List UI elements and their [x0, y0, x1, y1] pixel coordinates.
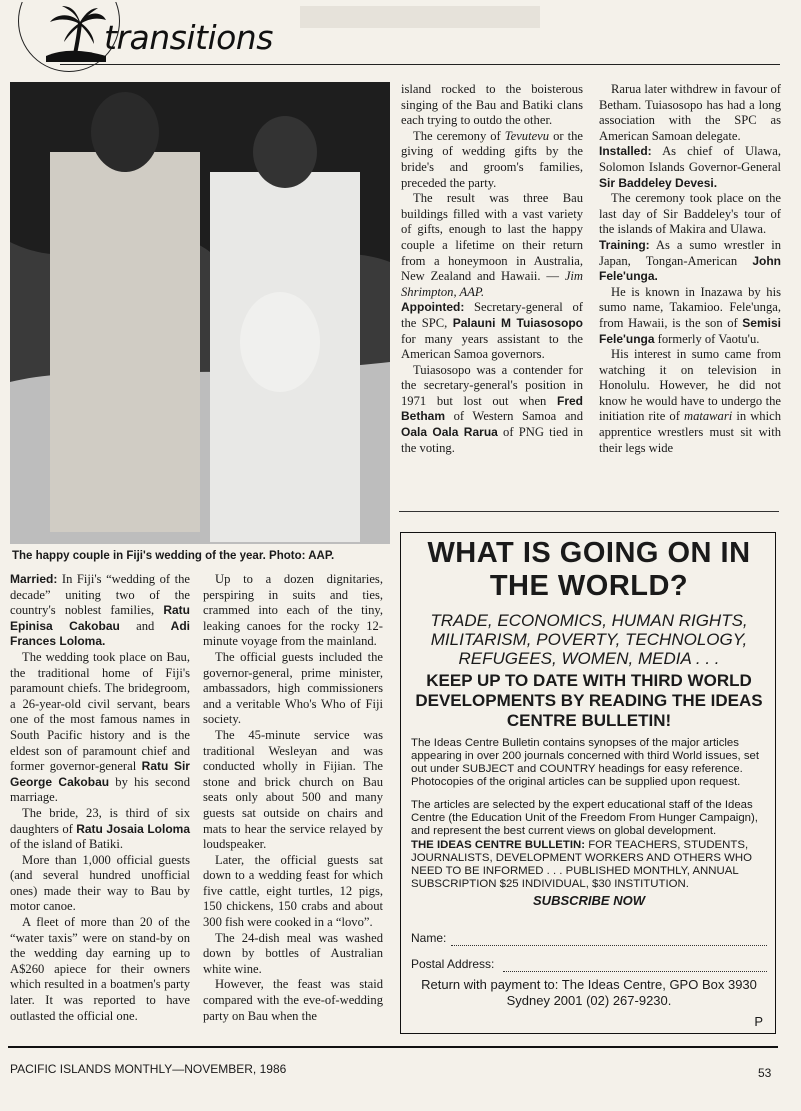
column-2 — [203, 572, 383, 1024]
ad-corner-letter: P — [754, 1014, 763, 1029]
postal-address-field[interactable] — [503, 971, 767, 972]
paragraph: More than 1,000 official guests (and several hundred unofficial ones) made their way to Bau by motor canoe. — [10, 852, 190, 914]
column-4 — [599, 82, 781, 456]
section-title: transitions — [104, 18, 273, 57]
return-address: Return with payment to: The Ideas Centre, GPO Box 3930 Sydney 2001 (02) 267-9230. — [421, 977, 757, 1008]
postal-address-label: Postal Address: — [411, 957, 495, 971]
publication-footer: PACIFIC ISLANDS MONTHLY—NOVEMBER, 1986 — [10, 1062, 287, 1076]
ad-top-rule — [399, 511, 779, 512]
faded-print — [300, 6, 540, 28]
palm-tree-icon — [46, 4, 108, 62]
wedding-photo-illustration — [10, 82, 390, 544]
name-field[interactable] — [451, 945, 767, 946]
ad-subhead: KEEP UP TO DATE WITH THIRD WORLD DEVELOPMENTS BY READING THE IDEAS CENTRE BULLETIN! — [415, 671, 763, 730]
name-label: Name: — [411, 931, 447, 945]
paragraph: island rocked to the boisterous singing of the Bau and Batiki clans each trying to outdo the other. — [401, 82, 583, 128]
column-3 — [401, 82, 583, 456]
paragraph: The ceremony took place on the last day of Sir Baddeley's tour of the islands of Makira and Ulawa. — [599, 191, 781, 237]
paragraph: His interest in sumo came from watching it on television in Honolulu. However, he did not know he would have to undergo the initiation rite of matawari in which apprentice wrestlers must sit with their legs wide — [599, 347, 781, 455]
paragraph: A fleet of more than 20 of the “water taxis” were on stand-by on the wedding day earning up to A$260 apiece for their owners which resulted in a boatmen's party later. It was reported to have outlasted the official one. — [10, 915, 190, 1023]
header-rule — [60, 64, 780, 65]
paragraph: The ceremony of Tevutevu or the giving of wedding gifts by the bride's and groom's families, preceded the party. — [401, 128, 583, 190]
wedding-photo — [10, 82, 390, 544]
paragraph: The wedding took place on Bau, the traditional home of Fiji's paramount chiefs. The bridegroom, a 26-year-old civil servant, bears one of the most famous names in South Pacific history and is the eldest son of paramount chief and former governor-general Ratu Sir George Cakobau by his second marriage. — [10, 649, 190, 805]
paragraph: Later, the official guests sat down to a wedding feast for which five cattle, eight turtles, 12 pigs, 150 chickens, 150 crabs and about 300 fish were cooked in a “lovo”. — [203, 852, 383, 930]
page-number: 53 — [758, 1066, 772, 1080]
ad-paragraph-3: THE IDEAS CENTRE BULLETIN: FOR TEACHERS, STUDENTS, JOURNALISTS, DEVELOPMENT WORKERS AND OTHERS WHO NEED TO BE INFORMED . . . PUBLISHED MONTHLY, ANNUAL SUBSCRIPTION $25 INDIVIDUAL, $30 INSTITUTION. — [411, 839, 752, 890]
paragraph: The bride, 23, is third of six daughters of Ratu Josaia Loloma of the island of Batiki. — [10, 805, 190, 852]
paragraph: Training: As a sumo wrestler in Japan, Tongan-American John Fele'unga. — [599, 237, 781, 284]
photo-caption: The happy couple in Fiji's wedding of the year. Photo: AAP. — [12, 550, 335, 562]
paragraph: He is known in Inazawa by his sumo name, Takamioo. Fele'unga, from Hawaii, is the son of Semisi Fele'unga formerly of Vaotu'u. — [599, 284, 781, 346]
paragraph: Appointed: Secretary-general of the SPC, Palauni M Tuiasosopo for many years assistant to the American Samoa governors. — [401, 300, 583, 362]
paragraph: The result was three Bau buildings filled with a vast variety of gifts, enough to last the happy couple a lifetime on their return from a honeymoon in Australia, New Zealand and Hawaii. — Jim Shrimpton, AAP. — [401, 191, 583, 299]
ideas-centre-advertisement — [400, 532, 776, 1034]
ad-paragraph-1: The Ideas Centre Bulletin contains synopses of the major articles appearing in over 200 journals concerned with third World issues, set out under SUBJECT and COUNTRY headings for easy reference. Photocopies of the original articles can be supplied upon request. — [411, 737, 760, 788]
ad-topics: TRADE, ECONOMICS, HUMAN RIGHTS, MILITARISM, POVERTY, TECHNOLOGY, REFUGEES, WOMEN, MEDIA . . . — [430, 611, 748, 668]
paragraph: Rarua later withdrew in favour of Betham. Tuiasosopo has had a long association with the SPC as American Samoan delegate. — [599, 82, 781, 143]
paragraph: Tuiasosopo was a contender for the secretary-general's position in 1971 but lost out when Fred Betham of Western Samoa and Oala Oala Rarua of PNG tied in the voting. — [401, 362, 583, 455]
paragraph: Installed: As chief of Ulawa, Solomon Islands Governor-General Sir Baddeley Devesi. — [599, 144, 781, 190]
column-1 — [10, 572, 190, 1024]
footer-rule — [8, 1046, 778, 1048]
paragraph: The official guests included the governor-general, prime minister, ambassadors, high commissioners and a veritable Who's Who of Fiji society. — [203, 649, 383, 727]
ad-paragraph-2: The articles are selected by the expert educational staff of the Ideas Centre (the Education Unit of the Freedom From Hunger Campaign), and represent the best current views on global development. — [411, 799, 758, 837]
paragraph: Married: In Fiji's “wedding of the decade” uniting two of the country's noblest families, Ratu Epinisa Cakobau and Adi Frances Loloma. — [10, 572, 190, 649]
paragraph: The 45-minute service was traditional Wesleyan and was conducted wholly in Fijian. The stone and brick church on Bau seats only about 500 and many guests sat outside on chairs and mats to hear the service relayed by loudspeaker. — [203, 727, 383, 852]
paragraph: Up to a dozen dignitaries, perspiring in suits and ties, crammed into each of the tiny, leaking canoes for the rocky 12-minute voyage from the mainland. — [203, 572, 383, 649]
ad-headline: WHAT IS GOING ON IN THE WORLD? — [427, 537, 751, 602]
paragraph: The 24-dish meal was washed down by bottles of Australian white wine. — [203, 930, 383, 976]
subscribe-now: SUBSCRIBE NOW — [533, 893, 645, 908]
paragraph: However, the feast was staid compared with the eve-of-wedding party on Bau when the — [203, 977, 383, 1023]
